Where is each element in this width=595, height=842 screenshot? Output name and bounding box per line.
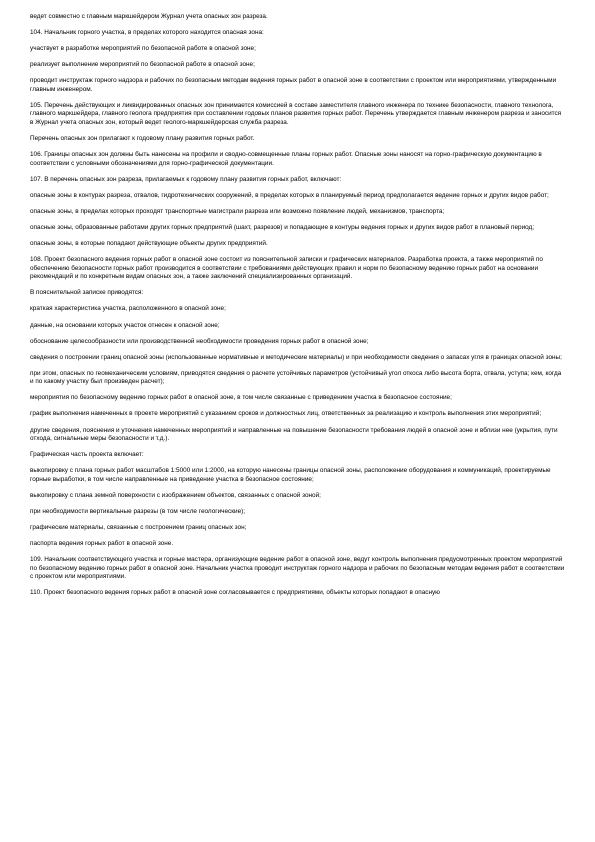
paragraph: мероприятия по безопасному ведению горных работ в опасной зоне, в том числе связанные с приведением участка в безопасное состояние; [30, 394, 452, 402]
paragraph: Графическая часть проекта включает: [30, 451, 144, 459]
paragraph: паспорта ведения горных работ в опасной зоне. [30, 540, 174, 548]
paragraph: краткая характеристика участка, расположенного в опасной зоне; [30, 305, 226, 313]
paragraph: опасные зоны в контурах разреза, отвалов, гидротехнических сооружений, в пределах которых в планируемый период предполагается ведение горных и других видов работ; [30, 191, 549, 199]
paragraph: данные, на основании которых участок отнесен к опасной зоне; [30, 321, 220, 329]
paragraph: проводит инструктаж горного надзора и рабочих по безопасным методам ведения горных работ в опасной зоне в соответствии с проектом или мероприятиями, утвержденными главным инженером. [30, 77, 557, 93]
paragraph: при этом, опасных по геомеханическим условиям, приводятся сведения о расчете устойчивых параметров (устойчивый угол откоса либо высота борта, отвала, уступа; кем, когда и по какому участку был произведен расчет); [30, 369, 562, 386]
paragraph: сведения о построении границ опасной зоны (использованные нормативные и методические материалы) и при необходимости сведения о запасах угля в границах опасной зоны; [30, 353, 562, 361]
paragraph: опасные зоны, в пределах которых проходят транспортные магистрали разреза или возможно появление людей, механизмов, транспорта; [30, 207, 445, 215]
paragraph: 104. Начальник горного участка, в пределах которого находится опасная зона: [30, 29, 264, 37]
paragraph: обоснование целесообразности или производственной необходимости проведения горных работ в опасной зоне; [30, 337, 369, 345]
paragraph: ведет совместно с главным маркшейдером Журнал учета опасных зон разреза. [30, 13, 268, 20]
paragraph: 110. Проект безопасного ведения горных работ в опасной зоне согласовывается с предприятиями, объекты которых попадают в опасную [30, 589, 440, 597]
paragraph: Перечень опасных зон прилагают к годовому плану развития горных работ. [30, 135, 255, 143]
paragraph: 107. В перечень опасных зон разреза, прилагаемых к годовому плану развития горных работ, включают: [30, 175, 342, 183]
paragraph: 108. Проект безопасного ведения горных работ в опасной зоне состоит из пояснительной записки и графических материалов. Разработка проекта, а также мероприятий по обеспечению безопасности горных работ производится в соответствии с требованиями действующих правил и норм по безопасному ведению горных работ на основании рекомендаций и по конкретным видам опасных зон, а также заключений специализированных организаций. [30, 256, 543, 281]
paragraph: выкопировку с плана земной поверхности с изображением объектов, связанных с опасной зоной; [30, 491, 321, 499]
paragraph: опасные зоны, в которые попадают действующие объекты других предприятий. [30, 240, 268, 248]
paragraph: 105. Перечень действующих и ликвидированных опасных зон принимается комиссией в составе заместителя главного инженера по технике безопасности, главного технолога, главного маркшейдера, главного геолога предприятия при составлении годовых планов развития горных работ. Перечень утверждается главным инженером разреза и заносится в Журнал учета опасных зон, который ведет геолого-маркшейдерская служба разреза. [30, 101, 562, 126]
paragraph: выкопировку с плана горных работ масштабов 1:5000 или 1:2000, на которую нанесены границы опасной зоны, расположение оборудования и коммуникаций, проектируемые горные выработки, в том числе направленные на приведение участка в безопасное состояние; [30, 467, 551, 483]
paragraph: реализует выполнение мероприятий по безопасной работе в опасной зоне; [30, 61, 255, 69]
paragraph: опасные зоны, образованные работами других горных предприятий (шахт, разрезов) и попадающие в контуры ведения горных и других видов работ в плановый период; [30, 224, 535, 232]
paragraph: 106. Границы опасных зон должны быть нанесены на профили и сводно-совмещенные планы горных работ. Опасные зоны наносят на горно-графическую документацию в соответствии с условными обозначениями для горно-графической документации. [30, 151, 542, 167]
paragraph: участвует в разработке мероприятий по безопасной работе в опасной зоне; [30, 45, 256, 53]
paragraph: В пояснительной записке приводятся: [30, 289, 144, 297]
paragraph: графические материалы, связанные с построением границ опасных зон; [30, 524, 247, 532]
paragraph: график выполнения намеченных в проекте мероприятий с указанием сроков и должностных лиц, ответственных за реализацию и контроль выполнения этих мероприятий; [30, 410, 542, 418]
paragraph: при необходимости вертикальные разрезы (в том числе геологические); [30, 507, 246, 515]
paragraph: 109. Начальник соответствующего участка и горные мастера, организующие ведение работ в опасной зоне, ведут контроль выполнения предусмотренных проектом мероприятий по безопасному ведению горных работ в опасной зоне. Начальник участка проводит инструктаж горного надзора и рабочих по безопасным методам ведения работ в соответствии с проектом или мероприятиями. [30, 556, 565, 581]
paragraph: другие сведения, пояснения и уточнения намеченных мероприятий и направленные на повышение безопасности требования людей в опасной зоне и вблизи нее (укрытия, пути отхода, сигнальные меры безопасности и т.д.). [30, 426, 558, 443]
